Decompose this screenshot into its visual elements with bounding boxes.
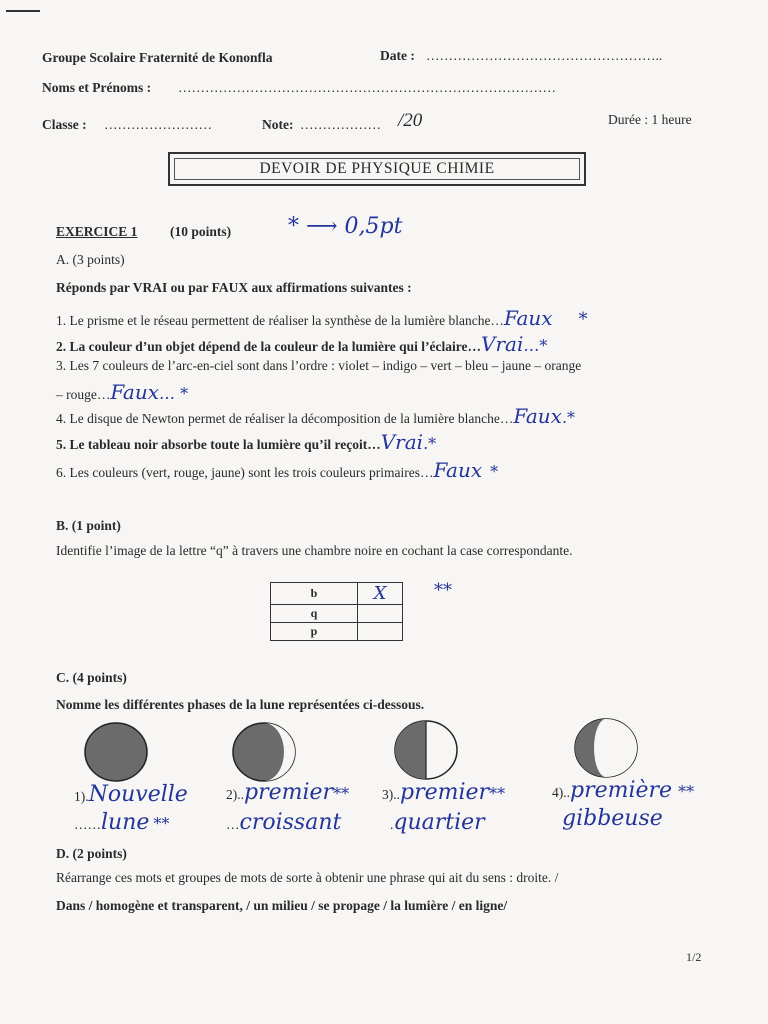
answer-line2: quartier [393, 810, 485, 835]
answer-line1: première [570, 778, 673, 803]
section-d-line1: Réarrange ces mots et groupes de mots de sorte à obtenir une phrase qui ait du sens : droite. / [56, 870, 559, 885]
statement-text: 1. Le prisme et le réseau permettent de réaliser la synthèse de la lumière blanche… [56, 313, 504, 328]
moon-answer-1 [74, 782, 188, 807]
answer-mark: ** [333, 784, 350, 803]
dots: …… [74, 817, 101, 832]
answer-line2: gibbeuse [562, 806, 663, 831]
statement-1 [56, 306, 588, 330]
table-row [271, 623, 403, 641]
answer-line2: lune [101, 810, 150, 835]
answer-mark: ** [678, 782, 695, 801]
answer-line1: Nouvelle [88, 782, 188, 807]
waxing-gibbous-icon [572, 716, 640, 780]
section-a-instruction: Réponds par VRAI ou par FAUX aux affirmations suivantes : [56, 280, 412, 295]
pen-mark [6, 10, 40, 12]
names-label: Noms et Prénoms : [42, 80, 152, 95]
statement-text: 3. Les 7 couleurs de l’arc-en-ciel sont dans l’ordre : violet – indigo – vert – bleu – jaune – orange [56, 358, 582, 373]
moon-answer-4b [562, 806, 663, 831]
waxing-crescent-icon [230, 720, 298, 784]
letter-cell: q [271, 605, 358, 623]
statement-mark: …* [523, 336, 548, 355]
statement-mark: * [578, 309, 588, 330]
date-label: Date : [380, 48, 415, 63]
title-box [168, 152, 586, 186]
table-row [271, 583, 403, 605]
answer-number: 3).. [382, 787, 400, 802]
exercise-points: (10 points) [170, 224, 232, 239]
dots: . [390, 817, 394, 832]
statement-2 [56, 332, 547, 356]
moon-answer-3b [390, 810, 485, 835]
new-moon-icon [82, 720, 150, 784]
letter-cell: b [271, 583, 358, 605]
checkbox-cell[interactable] [358, 623, 403, 641]
statement-4 [56, 404, 575, 428]
statement-answer: Vrai [481, 332, 524, 356]
answer-number: 4).. [552, 785, 570, 800]
exercise-heading: EXERCICE 1 [56, 224, 138, 239]
answer-number: 1). [74, 789, 89, 804]
statement-text: 2. La couleur d’un objet dépend de la couleur de la lumière qui l’éclaire… [56, 339, 482, 354]
moon-answer-1b [74, 810, 169, 835]
statement-mark: * [490, 462, 499, 481]
statement-answer: Faux [433, 458, 483, 482]
first-quarter-icon [392, 718, 460, 782]
moon-answer-3 [382, 780, 505, 805]
exercise-annotation: * ⟶ 0,5pt [288, 214, 403, 239]
statement-text: 5. Le tableau noir absorbe toute la lumière qu’il reçoit… [56, 437, 381, 452]
note-dots: ……………… [300, 117, 381, 132]
section-c-heading: C. (4 points) [56, 670, 127, 685]
statement-answer: Faux [503, 306, 553, 330]
note-value: /20 [398, 110, 423, 131]
section-b-mark: ** [434, 580, 452, 601]
statement-text: 6. Les couleurs (vert, rouge, jaune) sont les trois couleurs primaires… [56, 465, 434, 480]
moon-answer-2 [226, 780, 349, 805]
checkbox-cell[interactable] [358, 605, 403, 623]
statement-mark: .* [561, 408, 576, 427]
page-number: 1/2 [686, 950, 702, 964]
date-dots: …………………………………………….. [426, 48, 663, 63]
statement-text: – rouge… [56, 387, 111, 402]
statement-3-cont [56, 380, 188, 404]
statement-3 [56, 358, 581, 374]
statement-text: 4. Le disque de Newton permet de réaliser la décomposition de la lumière blanche… [56, 411, 514, 426]
statement-6 [56, 458, 498, 482]
dots: … [226, 817, 240, 832]
moon-answer-4 [552, 778, 694, 803]
statement-5 [56, 430, 436, 454]
moon-answer-2b [226, 810, 341, 835]
section-b-instruction: Identifie l’image de la lettre “q” à travers une chambre noire en cochant la case correspondante. [56, 543, 573, 558]
note-label: Note: [262, 117, 294, 132]
school-name: Groupe Scolaire Fraternité de Kononfla [42, 50, 273, 65]
class-dots: …………………… [104, 117, 212, 132]
letter-cell: p [271, 623, 358, 641]
section-d-line2: Dans / homogène et transparent, / un milieu / se propage / la lumière / en ligne/ [56, 898, 508, 913]
section-c-instruction: Nomme les différentes phases de la lune représentées ci-dessous. [56, 697, 425, 712]
letter-table [270, 582, 403, 641]
section-b-heading: B. (1 point) [56, 518, 121, 533]
section-d-heading: D. (2 points) [56, 846, 127, 861]
checkbox-cell[interactable]: X [358, 583, 403, 605]
answer-mark: ** [489, 784, 506, 803]
statement-mark: … * [158, 384, 189, 403]
names-dots: ………………………………………………………………………… [178, 80, 556, 95]
statement-answer: Faux [513, 404, 562, 428]
answer-line2: croissant [239, 810, 342, 835]
page-title: DEVOIR DE PHYSIQUE CHIMIE [174, 158, 580, 180]
answer-mark: ** [153, 814, 170, 833]
statement-mark: .* [423, 434, 437, 453]
table-row [271, 605, 403, 623]
statement-answer: Faux [110, 380, 159, 404]
duration: Durée : 1 heure [608, 112, 692, 127]
answer-number: 2).. [226, 787, 244, 802]
answer-line1: premier [244, 780, 334, 805]
class-label: Classe : [42, 117, 87, 132]
section-a-heading: A. (3 points) [56, 252, 125, 267]
answer-line1: premier [400, 780, 490, 805]
statement-answer: Vrai [380, 430, 424, 454]
